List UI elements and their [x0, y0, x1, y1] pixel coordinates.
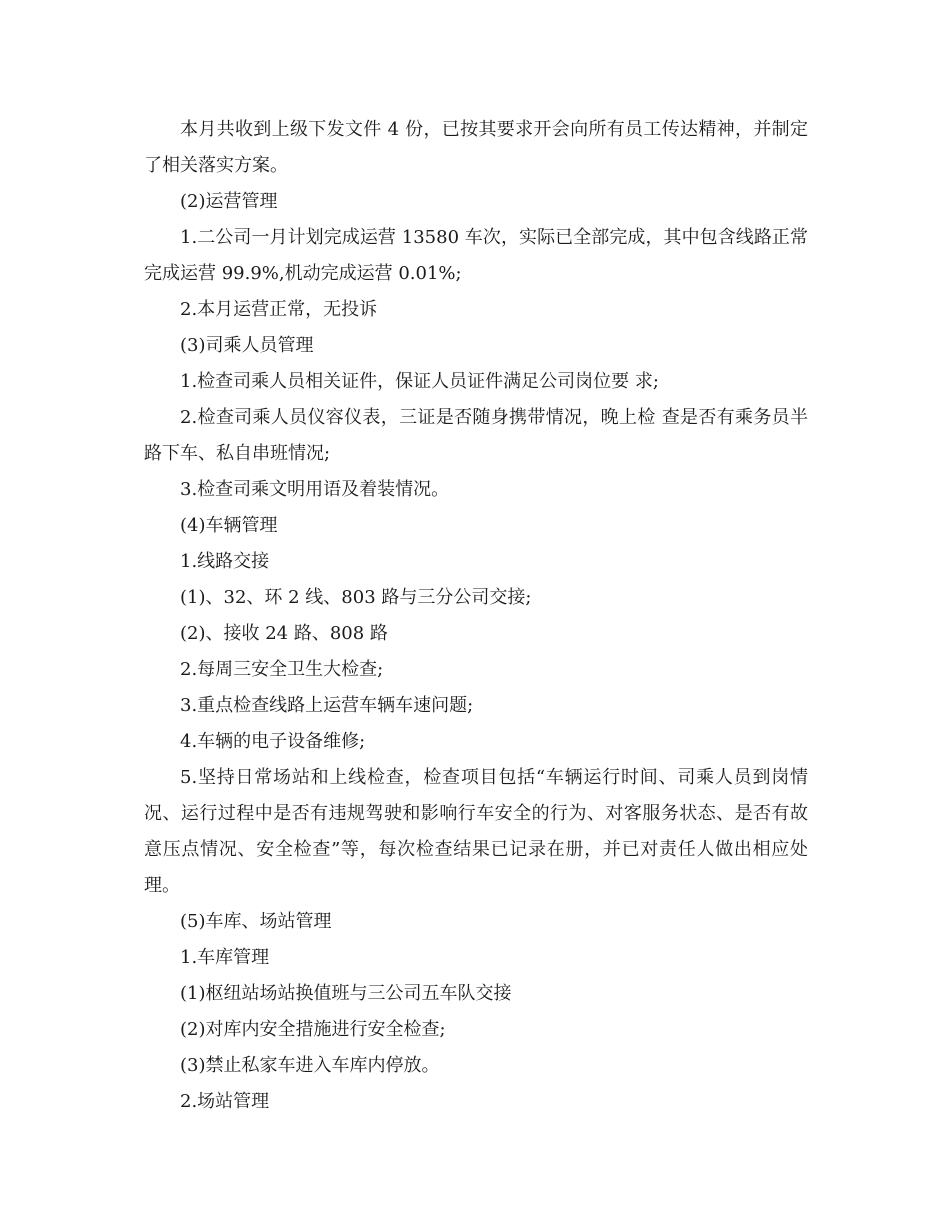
paragraph-depot-management: 1.车库管理 — [180, 947, 270, 968]
paragraph-operations-normal: 2.本月运营正常，无投诉 — [180, 299, 378, 320]
paragraph-station-management: 2.场站管理 — [180, 1091, 270, 1112]
paragraph-depot-item-1: (1)枢纽站场站换值班与三公司五车队交接 — [180, 983, 512, 1004]
paragraph-speed-check: 3.重点检查线路上运营车辆车速问题; — [180, 695, 474, 716]
paragraph-operations-plan: 1.二公司一月计划完成运营 13580 车次，实际已全部完成，其中包含线路正常完成运营 99.9%,机动完成运营 0.01%; — [144, 227, 808, 284]
paragraph-equipment-repair: 4.车辆的电子设备维修; — [180, 731, 366, 752]
paragraph-daily-inspection: 5.坚持日常场站和上线检查，检查项目包括“车辆运行时间、司乘人员到岗情况、运行过程中是否有违规驾驶和影响行车安全的行为、对客服务状态、是否有故意压点情况、安全检查”等，每次检查结果已记录在册，并已对责任人做出相应处理。 — [144, 767, 808, 896]
paragraph-handover-item-2: (2)、接收 24 路、808 路 — [180, 623, 388, 644]
heading-vehicle-management: (4)车辆管理 — [180, 515, 278, 536]
paragraph-crew-appearance: 2.检查司乘人员仪容仪表，三证是否随身携带情况，晚上检 查是否有乘务员半路下车、私自串班情况; — [144, 407, 808, 464]
paragraph-depot-item-3: (3)禁止私家车进入车库内停放。 — [180, 1055, 440, 1076]
paragraph-crew-language: 3.检查司乘文明用语及着装情况。 — [180, 479, 450, 500]
heading-operations-management: (2)运营管理 — [180, 191, 278, 212]
paragraph-route-handover: 1.线路交接 — [180, 551, 270, 572]
document-body — [144, 112, 808, 1120]
paragraph-handover-item-1: (1)、32、环 2 线、803 路与三分公司交接; — [180, 587, 532, 608]
heading-depot-station-management: (5)车库、场站管理 — [180, 911, 332, 932]
paragraph-depot-item-2: (2)对库内安全措施进行安全检查; — [180, 1019, 446, 1040]
paragraph-received-files: 本月共收到上级下发文件 4 份，已按其要求开会向所有员工传达精神，并制定了相关落实方案。 — [144, 119, 808, 176]
paragraph-weekly-inspection: 2.每周三安全卫生大检查; — [180, 659, 384, 680]
heading-crew-management: (3)司乘人员管理 — [180, 335, 314, 356]
paragraph-crew-certificates: 1.检查司乘人员相关证件，保证人员证件满足公司岗位要 求; — [180, 371, 659, 392]
